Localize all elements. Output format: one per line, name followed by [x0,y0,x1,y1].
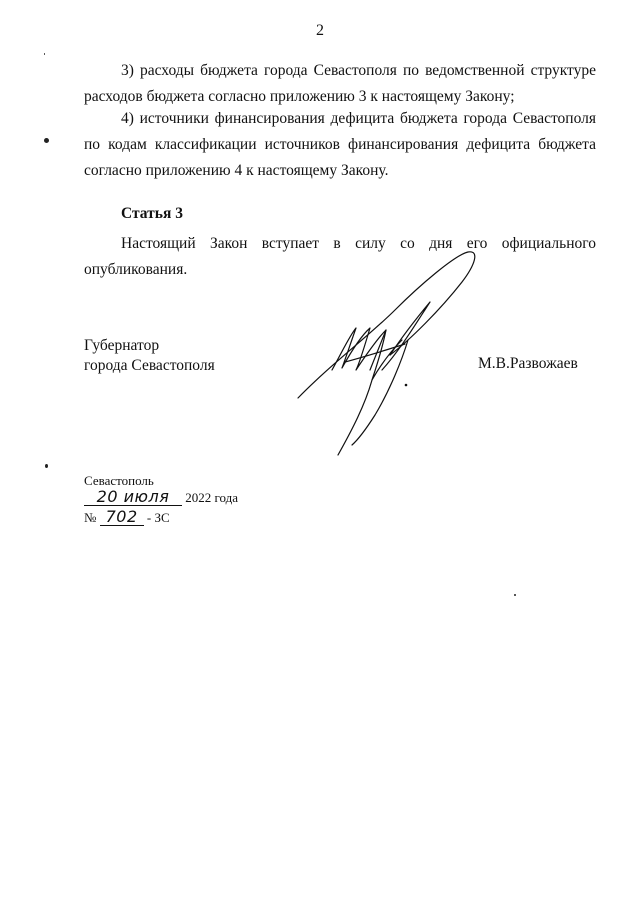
handwritten-number: 702 [100,509,144,526]
scan-speck [44,53,45,55]
signing-place: Севастополь [84,473,154,488]
signing-date [84,489,238,506]
number-sign: № [84,510,97,525]
signatory-position-line1: Губернатор [84,337,160,354]
article-text: Настоящий Закон вступает в силу со дня его официального опубликования. [84,235,596,278]
handwritten-date: 20 июля [84,489,182,506]
signatory-position-line2: города Севастополя [84,357,215,374]
paragraph-item-4: 4) источники финансирования дефицита бюджета города Севастополя по кодам классификации источников финансирования дефицита бюджета согласно приложению 4 к настоящему Закону. [84,110,596,179]
page-number: 2 [316,22,324,39]
scan-speck [44,138,49,143]
law-number [84,509,170,526]
handwritten-signature [290,240,490,470]
article-heading: Статья 3 [121,205,183,222]
paragraph-item-3: 3) расходы бюджета города Севастополя по ведомственной структуре расходов бюджета согласно приложению 3 к настоящему Закону; [84,62,596,105]
signatory-name: М.В.Развожаев [478,355,578,372]
scan-speck [514,594,516,596]
scan-speck [45,464,48,468]
year-label: 2022 года [185,490,239,505]
number-suffix: - ЗС [146,510,170,525]
signatory-position [84,336,215,376]
